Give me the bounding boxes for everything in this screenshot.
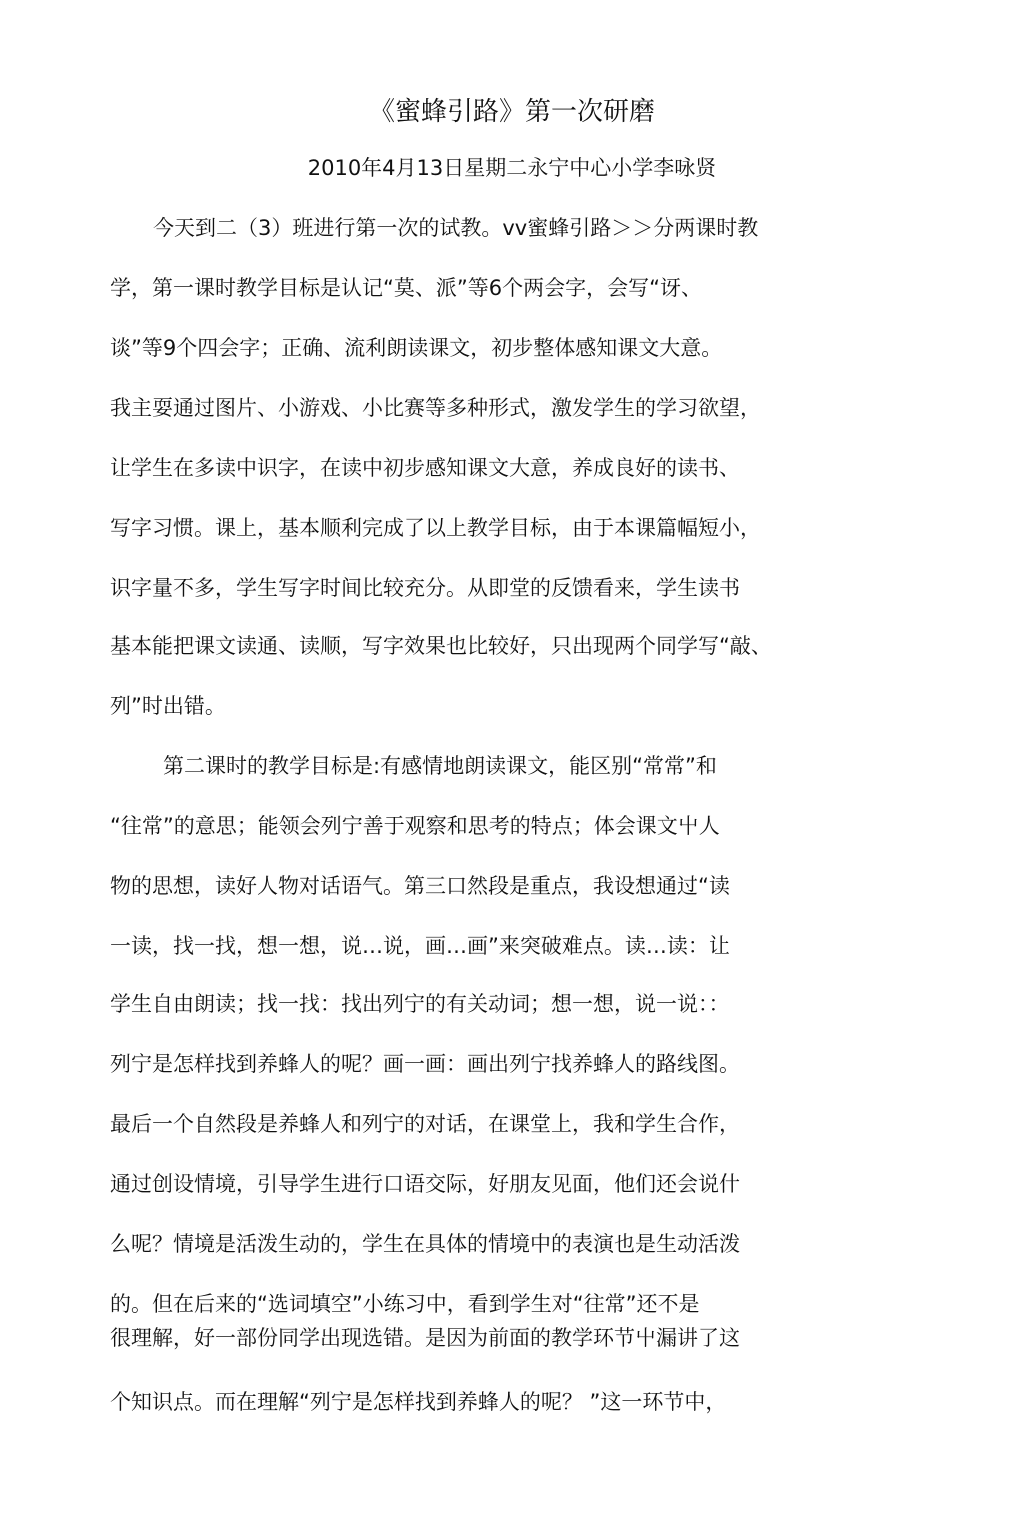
body-line-17: 通过创设情境，引导学生进行口语交际，好朋友见面，他们还会说什: [110, 1172, 740, 1196]
body-line-10: 第二课时的教学目标是:有感情地朗读课文，能区别“常常”和: [163, 754, 717, 778]
body-line-20: 很理解，好一部份同学出现选错。是因为前面的教学环节屮漏讲了这: [110, 1326, 740, 1350]
body-line-6: 写字习惯。课上，基本顺利完成了以上教学目标，由于本课篇幅短小，: [110, 516, 761, 540]
body-line-12: 物的思想，读好人物对话语气。第三口然段是重点，我设想通过“读: [110, 874, 730, 898]
body-line-9: 列”时出错。: [110, 694, 226, 718]
body-line-21: 个知识点。而在理解“列宁是怎样找到养蜂人的呢？ ”这一环节中，: [110, 1390, 727, 1414]
body-line-11: “往常”的意思；能领会列宁善于观察和思考的特点；体会课文屮人: [110, 814, 720, 838]
body-line-16: 最后一个自然段是养蜂人和列宁的对话，在课堂上，我和学生合作，: [110, 1112, 740, 1136]
body-line-14: 学生自由朗读；找一找：找出列宁的有关动词；想一想，说一说：：: [110, 992, 730, 1016]
body-line-2: 学，第一课时教学目标是认记“莫、派”等6个两会字，会写“讶、: [110, 276, 702, 300]
document-title: 《蜜蜂引路》第一次研磨: [368, 97, 655, 127]
body-line-18: 么呢？情境是活泼生动的，学生在具体的情境中的表演也是生动活泼: [110, 1232, 740, 1256]
body-line-15: 列宁是怎样找到养蜂人的呢？画一画：画出列宁找养蜂人的路线图。: [110, 1052, 740, 1076]
body-line-8: 基本能把课文读通、读顺，写字效果也比较好，只出现两个同学写“敲、: [110, 634, 772, 658]
body-line-4: 我主耍通过图片、小游戏、小比赛等多种形式，激发学生的学习欲望，: [110, 396, 761, 420]
body-line-5: 让学生在多读中识字，在读中初步感知课文大意，养成良好的读书、: [110, 456, 740, 480]
document-subtitle: 2010年4月13日星期二永宁中心小学李咏贤: [307, 156, 717, 180]
body-line-1: 今天到二（3）班进行第一次的试教。vv蜜蜂引路＞＞分两课时教: [153, 216, 759, 240]
body-line-7: 识字量不多，学生写字时间比较充分。从即堂的反馈看来，学生读书: [110, 576, 740, 600]
body-line-13: 一读，找一找，想一想，说…说，画…画”来突破难点。读…读：让: [110, 934, 730, 958]
body-line-19: 的。但在后来的“选词填空”小练习中，看到学生对“往常”还不是: [110, 1292, 700, 1316]
body-line-3: 谈”等9个四会字；正确、流利朗读课文，初步整体感知课文大意。: [110, 336, 723, 360]
